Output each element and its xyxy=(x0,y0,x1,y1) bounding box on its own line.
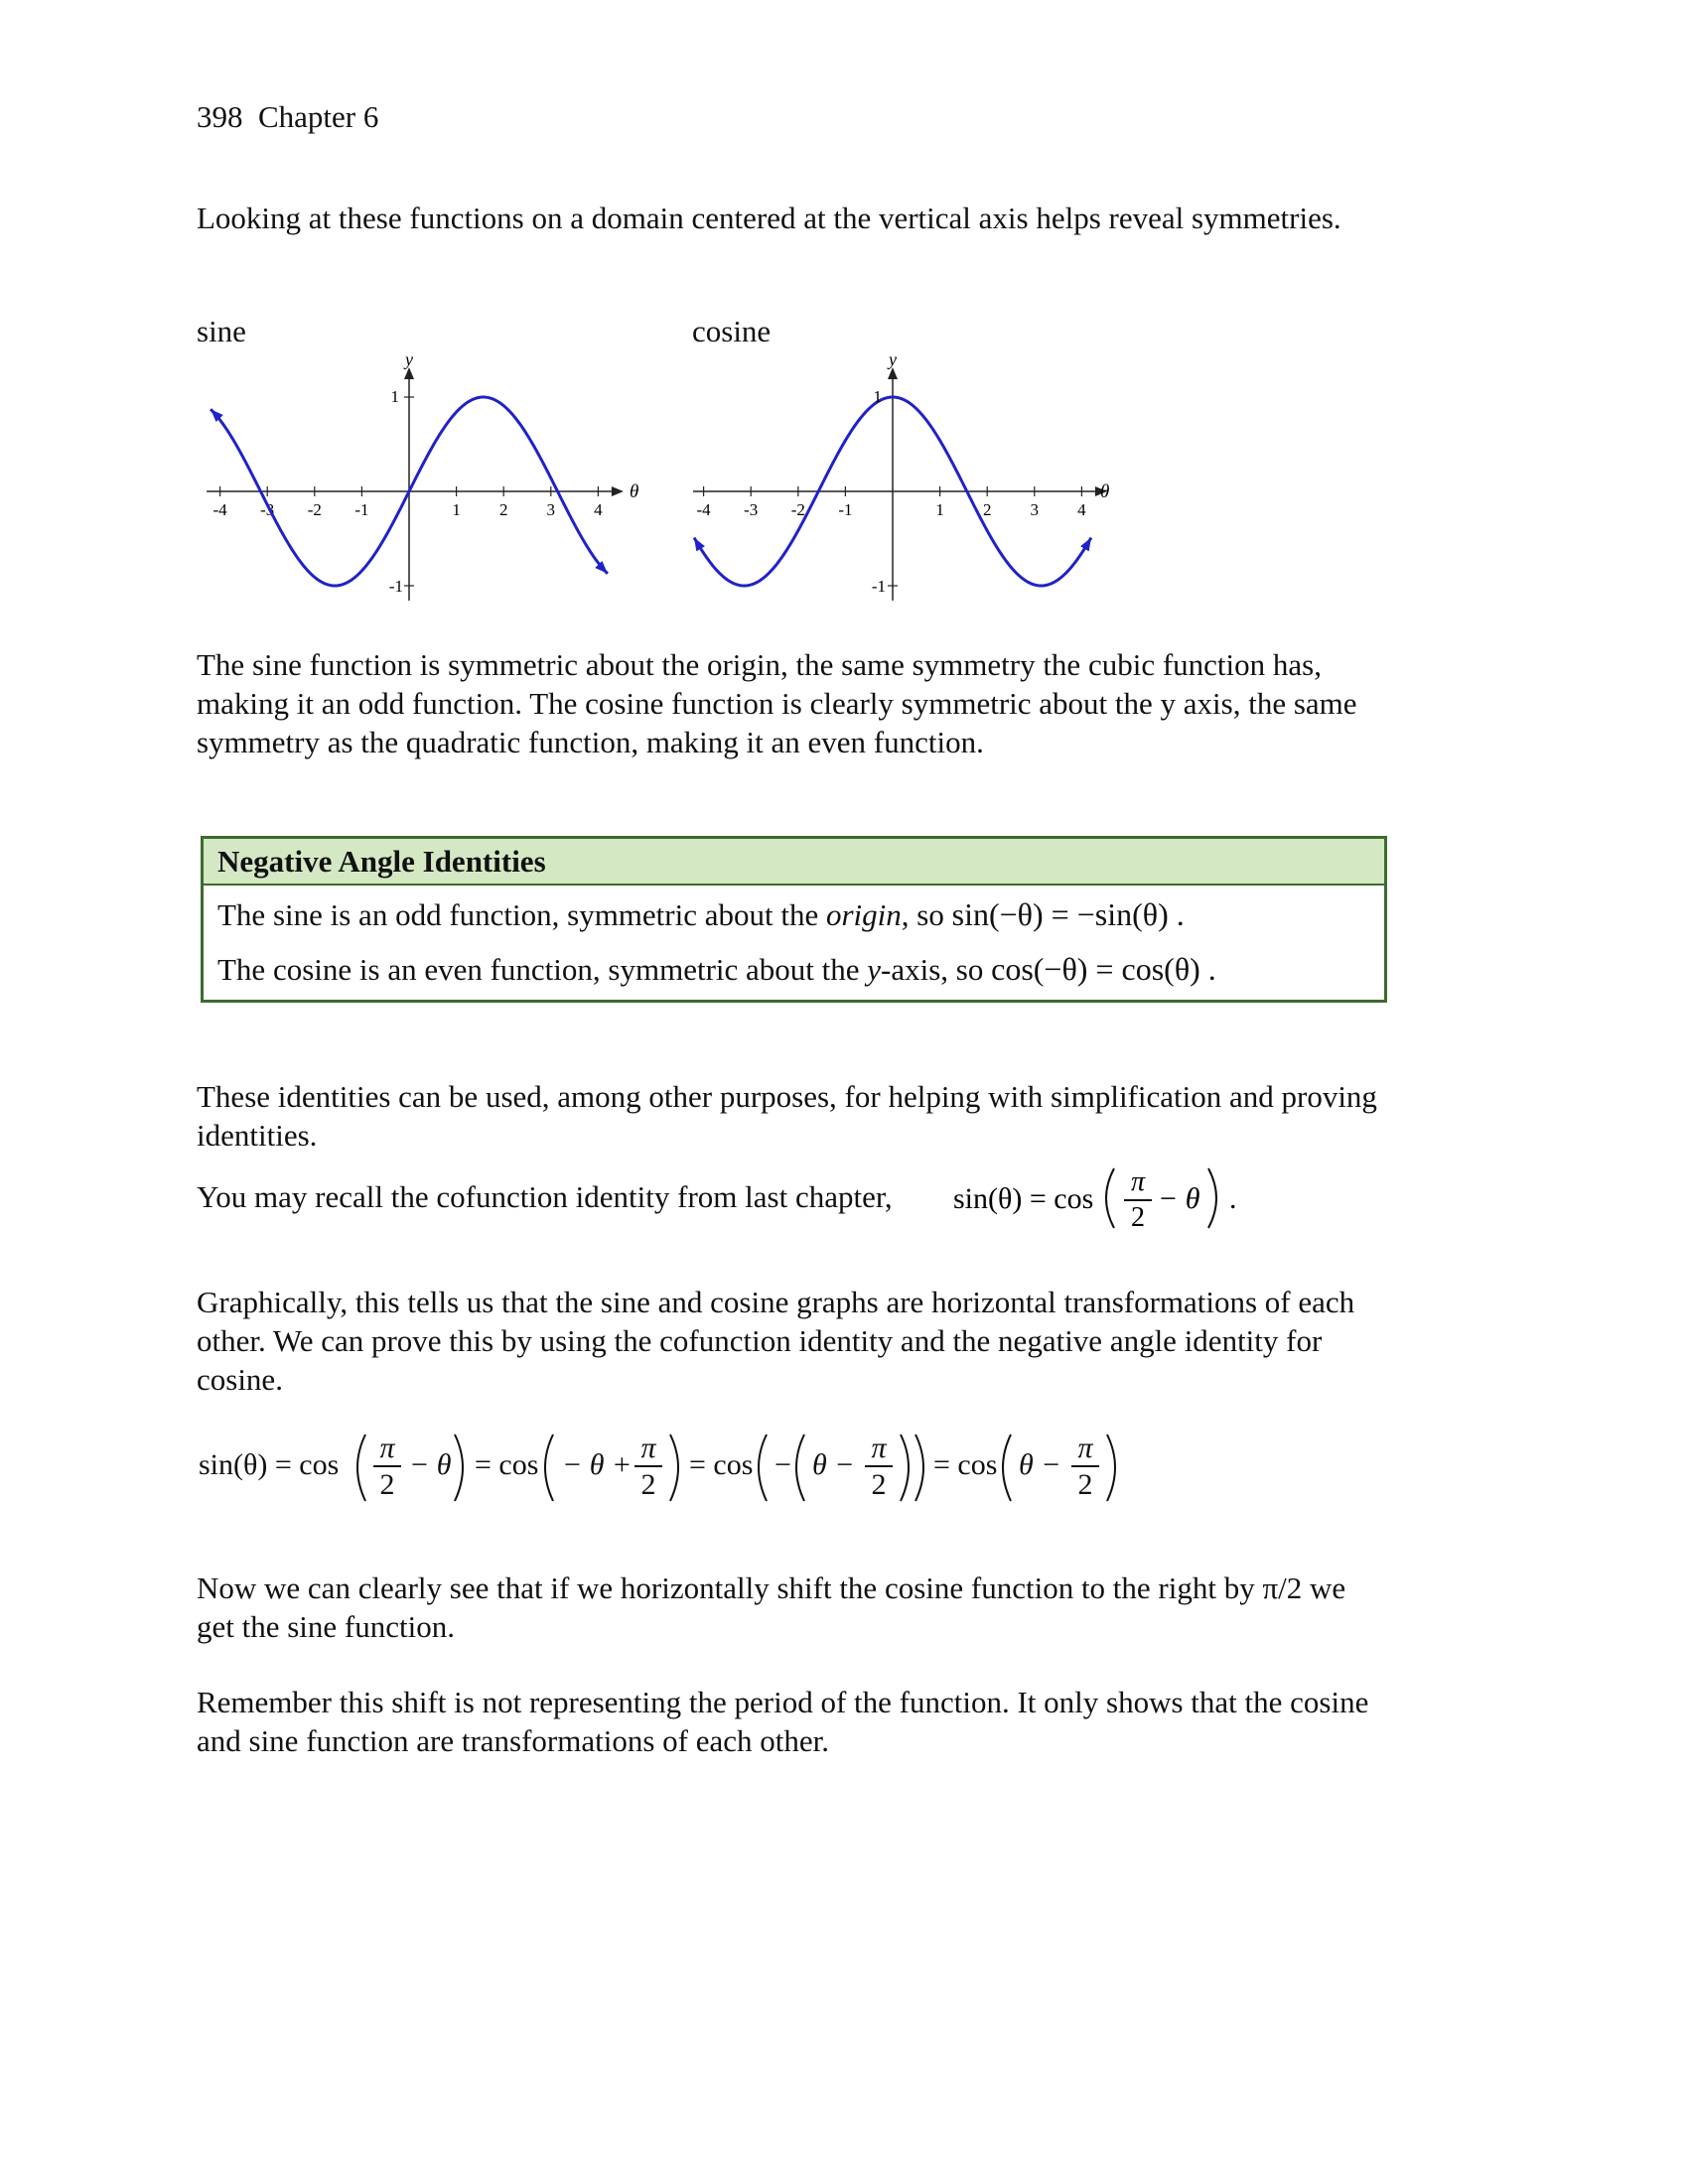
proof-paren-3l xyxy=(759,1434,767,1501)
box-line1-so: , so xyxy=(901,897,944,932)
graphical-paragraph: Graphically, this tells us that the sine and cosine graphs are horizontal transformations of each other. We can prove this by using the cofunction identity and the negative angle identity for cosine. xyxy=(197,1285,1355,1397)
cosine-x-tick-label: -1 xyxy=(838,500,853,519)
proof-two-1: 2 xyxy=(379,1468,395,1501)
cofunction-formula xyxy=(953,1157,1251,1236)
paren-right xyxy=(1208,1168,1216,1228)
cofunction-pi: π xyxy=(1130,1166,1146,1197)
proof-pi-2: π xyxy=(640,1432,656,1464)
sine-y-label: y xyxy=(405,349,413,369)
box-line2-text: The cosine is an even function, symmetric about the xyxy=(217,952,860,987)
cosine-x-tick-label: 3 xyxy=(1030,500,1040,519)
sine-axes xyxy=(207,367,624,601)
cosine-x-tick-label: -3 xyxy=(744,500,759,519)
box-line-cosine xyxy=(217,951,1216,988)
box-title: Negative Angle Identities xyxy=(204,839,1384,886)
box-line-sine xyxy=(217,896,1185,933)
proof-theta-minus-1: θ − xyxy=(812,1448,855,1481)
proof-paren-5l xyxy=(1003,1434,1011,1501)
sine-x-tick-label: 1 xyxy=(452,500,461,519)
proof-neg-theta-plus: − θ + xyxy=(562,1448,633,1481)
proof-two-3: 2 xyxy=(871,1468,887,1501)
cosine-x-tick-label: -4 xyxy=(696,500,711,519)
cofunction-text: You may recall the cofunction identity from last chapter, xyxy=(197,1179,893,1214)
sine-x-tick-label: 3 xyxy=(546,500,556,519)
proof-two-4: 2 xyxy=(1077,1468,1093,1501)
chapter-title: Chapter 6 xyxy=(258,99,379,134)
proof-paren-3r xyxy=(915,1434,923,1501)
proof-paren-2l xyxy=(545,1434,553,1501)
sine-x-tick-label: -2 xyxy=(307,500,322,519)
remember-paragraph: Remember this shift is not representing the period of the function. It only shows that the cosine and sine function are transformations of each other. xyxy=(197,1685,1369,1758)
cofunction-tail: − θ xyxy=(1158,1182,1200,1215)
sine-x-tick-label: -4 xyxy=(212,500,227,519)
page-header xyxy=(197,99,378,135)
intro-paragraph: Looking at these functions on a domain centered at the vertical axis helps reveal symmetries. xyxy=(197,201,1341,235)
identities-paragraph: These identities can be used, among other purposes, for helping with simplification and proving identities. xyxy=(197,1079,1377,1153)
sine-x-arrow xyxy=(612,486,624,496)
sine-identity-formula: sin(−θ) = −sin(θ) . xyxy=(951,896,1185,932)
cosine-graph-title: cosine xyxy=(692,314,772,348)
proof-paren-4l xyxy=(796,1434,804,1501)
cofunction-end: . xyxy=(1229,1182,1237,1215)
sine-x-tick-label: -3 xyxy=(260,500,275,519)
sine-x-tick-label: 2 xyxy=(498,500,508,519)
sine-graph xyxy=(199,347,655,606)
proof-eq-3: = cos xyxy=(933,1448,998,1481)
cosine-y-label: y xyxy=(889,349,897,369)
cosine-x-tick-label: 2 xyxy=(982,500,992,519)
proof-pi-1: π xyxy=(379,1432,395,1464)
box-line1-text: The sine is an odd function, symmetric about the xyxy=(217,897,819,932)
box-line2-rest: -axis, so xyxy=(881,952,984,987)
sine-y-tick-1: 1 xyxy=(390,387,399,406)
cosine-x-label: θ xyxy=(1100,481,1110,502)
proof-theta-minus-2: θ − xyxy=(1019,1448,1061,1481)
proof-neg: − xyxy=(774,1448,791,1481)
cosine-x-tick-label: 4 xyxy=(1077,500,1086,519)
proof-paren-4r xyxy=(901,1434,909,1501)
cosine-graph xyxy=(693,347,1150,606)
sine-y-tick-neg1: -1 xyxy=(388,577,403,596)
proof-paren-5r xyxy=(1107,1434,1115,1501)
cosine-arrow-left xyxy=(694,538,705,552)
proof-pi-4: π xyxy=(1077,1432,1093,1464)
box-line2-em: y xyxy=(867,952,882,987)
proof-eq-1: = cos xyxy=(475,1448,539,1481)
cosine-arrow-right xyxy=(1080,538,1091,552)
proof-pi-3: π xyxy=(871,1432,887,1464)
cofunction-lhs: sin(θ) = cos xyxy=(953,1182,1094,1215)
box-line1-em: origin xyxy=(825,897,902,932)
symmetry-paragraph xyxy=(197,645,1388,761)
cofunction-2: 2 xyxy=(1131,1202,1145,1233)
proof-paren-1l xyxy=(357,1434,365,1501)
shift-paragraph: Now we can clearly see that if we horizontally shift the cosine function to the right by π/2 we get the sine function. xyxy=(197,1570,1346,1644)
cosine-x-tick-label: 1 xyxy=(935,500,944,519)
paren-left xyxy=(1106,1168,1114,1228)
proof-lhs: sin(θ) = cos xyxy=(199,1448,340,1481)
sine-x-tick-label: -1 xyxy=(354,500,369,519)
proof-formula xyxy=(199,1420,1152,1519)
cosine-identity-formula: cos(−θ) = cos(θ) . xyxy=(991,951,1216,987)
proof-minus-theta: − θ xyxy=(409,1448,452,1481)
negative-angle-identities-box xyxy=(201,836,1387,1003)
proof-two-2: 2 xyxy=(640,1468,656,1501)
cosine-y-tick-neg1: -1 xyxy=(871,577,886,596)
cosine-axes xyxy=(693,367,1110,601)
sine-x-label: θ xyxy=(630,481,639,502)
symmetry-text: The sine function is symmetric about the origin, the same symmetry the cubic function has, making it an odd function. The cosine function is clearly symmetric about the y axis, the same symmetry as the quadratic function, making it an even function. xyxy=(197,647,1357,759)
proof-paren-2r xyxy=(670,1434,678,1501)
proof-paren-1r xyxy=(455,1434,463,1501)
cosine-y-tick-1: 1 xyxy=(873,387,882,406)
page-number: 398 xyxy=(197,99,243,134)
proof-eq-2: = cos xyxy=(689,1448,754,1481)
cosine-x-tick-label: -2 xyxy=(790,500,805,519)
sine-graph-title: sine xyxy=(197,314,246,348)
sine-x-tick-label: 4 xyxy=(594,500,603,519)
